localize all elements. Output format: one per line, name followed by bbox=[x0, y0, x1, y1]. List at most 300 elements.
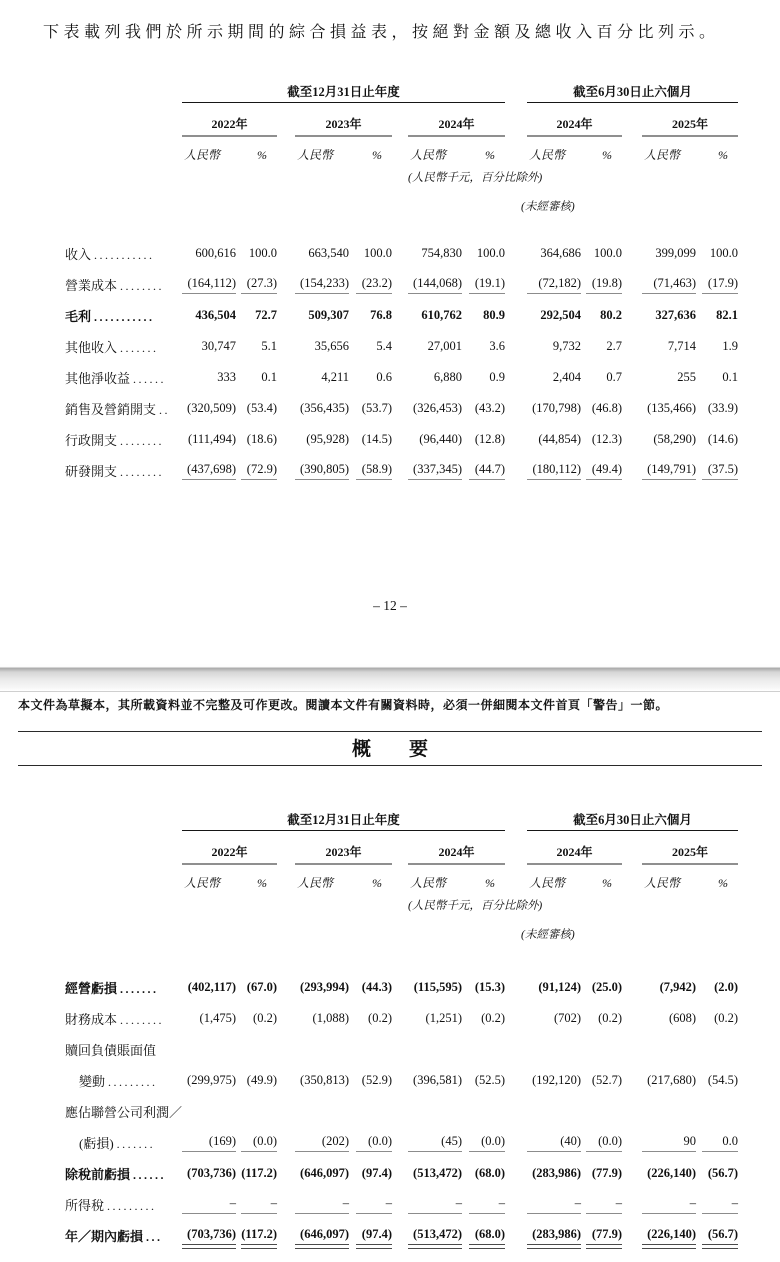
cell-value: – bbox=[527, 1196, 581, 1214]
annual-period-header: 截至12月31日止年度 bbox=[182, 80, 505, 103]
value-cell bbox=[581, 387, 622, 418]
value-cell bbox=[696, 1059, 738, 1090]
leader-dots: ........ bbox=[120, 465, 165, 479]
leader-dots: ........ bbox=[120, 1013, 165, 1027]
cell-value: (58.9) bbox=[356, 462, 392, 480]
cell-value: (299,975) bbox=[187, 1073, 236, 1087]
value-cell bbox=[236, 449, 277, 480]
cell-value: 82.1 bbox=[716, 308, 739, 322]
column-gap bbox=[505, 1152, 527, 1183]
value-cell bbox=[696, 232, 738, 263]
value-cell bbox=[642, 356, 696, 387]
value-cell bbox=[581, 263, 622, 294]
empty-cell bbox=[65, 892, 408, 913]
cell-value: (95,928) bbox=[306, 432, 349, 446]
value-cell bbox=[462, 418, 505, 449]
cell-value: 3.6 bbox=[489, 339, 506, 353]
value-cell bbox=[349, 1183, 392, 1214]
cell-value: (0.2) bbox=[598, 1011, 623, 1025]
value-cell bbox=[295, 325, 349, 356]
value-cell bbox=[462, 263, 505, 294]
column-gap bbox=[505, 808, 527, 831]
value-cell bbox=[408, 449, 462, 480]
value-cell bbox=[527, 232, 581, 263]
value-cell bbox=[236, 1059, 277, 1090]
column-gap bbox=[622, 325, 642, 356]
column-gap bbox=[505, 387, 527, 418]
cell-value: (390,805) bbox=[295, 462, 349, 480]
cell-value: 100.0 bbox=[476, 246, 506, 260]
cell-value: 0.9 bbox=[489, 370, 506, 384]
value-cell bbox=[182, 294, 236, 325]
row-label-text: (虧損) bbox=[79, 1136, 114, 1151]
percent-label: % bbox=[372, 148, 382, 162]
intro-paragraph: 下表載列我們於所示期間的綜合損益表，按絕對金額及總收入百分比列示。 bbox=[43, 24, 720, 41]
value-cell bbox=[696, 449, 738, 480]
row-label bbox=[65, 1090, 738, 1121]
column-gap bbox=[277, 103, 295, 137]
cell-value: (1,251) bbox=[425, 1011, 462, 1025]
cell-value: 100.0 bbox=[593, 246, 623, 260]
cell-value: (608) bbox=[668, 1011, 697, 1025]
cell-value: 80.2 bbox=[600, 308, 623, 322]
cell-value: (17.9) bbox=[702, 276, 738, 294]
value-cell bbox=[349, 966, 392, 997]
value-cell bbox=[462, 997, 505, 1028]
cell-value: (97.4) bbox=[356, 1227, 392, 1245]
table-row bbox=[65, 294, 738, 325]
currency-label: 人民幣 bbox=[297, 148, 334, 162]
value-cell bbox=[696, 966, 738, 997]
table-row bbox=[65, 1214, 738, 1245]
value-cell bbox=[642, 1183, 696, 1214]
cell-value: (40) bbox=[527, 1134, 581, 1152]
cell-value: (1,088) bbox=[312, 1011, 349, 1025]
column-gap bbox=[277, 864, 295, 892]
value-cell bbox=[462, 1214, 505, 1245]
value-cell bbox=[182, 1152, 236, 1183]
cell-value: 754,830 bbox=[421, 246, 462, 260]
loss-table-body bbox=[65, 966, 738, 1245]
row-label bbox=[65, 294, 182, 325]
value-cell bbox=[182, 232, 236, 263]
page-separator bbox=[0, 664, 780, 692]
table-row bbox=[65, 997, 738, 1028]
value-cell bbox=[295, 356, 349, 387]
value-cell bbox=[696, 1121, 738, 1152]
cell-value: (350,813) bbox=[300, 1073, 349, 1087]
value-cell bbox=[349, 1121, 392, 1152]
cell-value: (0.0) bbox=[241, 1134, 277, 1152]
column-gap bbox=[622, 449, 642, 480]
document-page-13 bbox=[0, 692, 780, 1262]
cell-value: 2,404 bbox=[552, 370, 582, 384]
column-gap bbox=[505, 418, 527, 449]
column-gap bbox=[277, 263, 295, 294]
value-cell bbox=[581, 418, 622, 449]
column-gap bbox=[392, 325, 408, 356]
empty-cell bbox=[65, 913, 527, 946]
row-label bbox=[65, 1152, 182, 1183]
value-cell bbox=[408, 294, 462, 325]
cell-value: (72,182) bbox=[527, 276, 581, 294]
column-gap bbox=[392, 831, 408, 865]
row-label bbox=[65, 1183, 182, 1214]
value-cell bbox=[581, 1183, 622, 1214]
row-label-text: 財務成本 bbox=[65, 1012, 118, 1027]
currency-label: 人民幣 bbox=[410, 876, 447, 890]
cell-value: – bbox=[295, 1196, 349, 1214]
column-gap bbox=[622, 232, 642, 263]
column-gap bbox=[622, 966, 642, 997]
row-label bbox=[65, 997, 182, 1028]
unaudited-note: (未經審核) bbox=[521, 201, 575, 213]
cell-value: (56.7) bbox=[702, 1227, 738, 1245]
value-cell bbox=[642, 325, 696, 356]
cell-value: (169) bbox=[182, 1134, 236, 1152]
value-cell bbox=[349, 418, 392, 449]
value-cell bbox=[349, 1059, 392, 1090]
row-label-text: 行政開支 bbox=[65, 433, 118, 448]
value-cell bbox=[696, 294, 738, 325]
cell-value: 327,636 bbox=[655, 308, 697, 322]
column-gap bbox=[505, 263, 527, 294]
column-gap bbox=[622, 356, 642, 387]
empty-cell bbox=[622, 185, 738, 218]
value-cell bbox=[462, 356, 505, 387]
row-label bbox=[65, 1121, 182, 1152]
cell-value: (356,435) bbox=[300, 401, 349, 415]
value-cell bbox=[182, 263, 236, 294]
value-cell bbox=[408, 387, 462, 418]
column-gap bbox=[392, 418, 408, 449]
row-label bbox=[65, 263, 182, 294]
column-gap bbox=[392, 1121, 408, 1152]
cell-value: – bbox=[356, 1196, 392, 1214]
cell-value: (117.2) bbox=[241, 1227, 277, 1245]
value-cell bbox=[462, 966, 505, 997]
value-cell bbox=[696, 325, 738, 356]
unaudited-note-row bbox=[65, 185, 738, 218]
value-cell bbox=[696, 997, 738, 1028]
row-label-text: 贖回負債賬面值 bbox=[65, 1043, 157, 1058]
table-row bbox=[65, 1028, 738, 1059]
value-cell bbox=[408, 1152, 462, 1183]
cell-value: (44,854) bbox=[538, 432, 582, 446]
value-cell bbox=[349, 232, 392, 263]
value-cell bbox=[408, 418, 462, 449]
percent-label: % bbox=[485, 876, 496, 890]
cell-value: (0.2) bbox=[368, 1011, 392, 1025]
cell-value: – bbox=[702, 1196, 738, 1214]
cell-value: (202) bbox=[295, 1134, 349, 1152]
cell-value: (45) bbox=[408, 1134, 462, 1152]
value-cell bbox=[462, 1183, 505, 1214]
column-gap bbox=[622, 387, 642, 418]
unit-note: (人民幣千元，百分比除外) bbox=[408, 900, 543, 912]
cell-value: (513,472) bbox=[408, 1227, 462, 1245]
row-label bbox=[65, 1214, 182, 1245]
row-label bbox=[65, 232, 182, 263]
cell-value: 292,504 bbox=[540, 308, 582, 322]
value-cell bbox=[295, 966, 349, 997]
column-gap bbox=[505, 831, 527, 865]
column-gap bbox=[277, 294, 295, 325]
value-cell bbox=[581, 356, 622, 387]
year-header: 2024年 bbox=[408, 831, 505, 865]
cell-value: 1.9 bbox=[722, 339, 739, 353]
value-cell bbox=[408, 1214, 462, 1245]
value-cell bbox=[527, 1214, 581, 1245]
cell-value: (68.0) bbox=[474, 1166, 506, 1180]
percent-label: % bbox=[718, 148, 729, 162]
cell-value: (135,466) bbox=[647, 401, 697, 415]
value-cell bbox=[527, 294, 581, 325]
period-group-row bbox=[65, 808, 738, 831]
cell-value: 509,307 bbox=[308, 308, 349, 322]
value-cell bbox=[696, 418, 738, 449]
spacer-row bbox=[65, 218, 738, 232]
table-row bbox=[65, 1183, 738, 1214]
leader-dots: ....... bbox=[120, 982, 159, 996]
value-cell bbox=[182, 1059, 236, 1090]
percent-label: % bbox=[485, 148, 496, 162]
value-cell bbox=[182, 1183, 236, 1214]
value-cell bbox=[236, 1183, 277, 1214]
empty-cell bbox=[65, 164, 408, 185]
cell-value: – bbox=[408, 1196, 462, 1214]
table-row bbox=[65, 1152, 738, 1183]
column-gap bbox=[622, 294, 642, 325]
table-row bbox=[65, 1090, 738, 1121]
column-gap bbox=[277, 1121, 295, 1152]
leader-dots: ......... bbox=[107, 1199, 157, 1213]
cell-value: (226,140) bbox=[642, 1227, 696, 1245]
leader-dots: .. bbox=[159, 403, 171, 417]
row-label-text: 經營虧損 bbox=[65, 981, 118, 996]
value-cell bbox=[581, 294, 622, 325]
cell-value: – bbox=[182, 1196, 236, 1214]
cell-value: (44.3) bbox=[361, 980, 392, 994]
column-gap bbox=[392, 294, 408, 325]
value-cell bbox=[462, 449, 505, 480]
row-label-text: 變動 bbox=[79, 1074, 106, 1089]
row-label bbox=[65, 325, 182, 356]
cell-value: (283,986) bbox=[532, 1166, 582, 1180]
cell-value: (72.9) bbox=[241, 462, 277, 480]
value-cell bbox=[527, 1152, 581, 1183]
value-cell bbox=[642, 418, 696, 449]
value-cell bbox=[349, 1152, 392, 1183]
cell-value: (226,140) bbox=[647, 1166, 697, 1180]
cell-value: (37.5) bbox=[702, 462, 738, 480]
cell-value: (53.7) bbox=[361, 401, 392, 415]
table-row bbox=[65, 1059, 738, 1090]
column-gap bbox=[505, 449, 527, 480]
column-gap bbox=[505, 1214, 527, 1245]
cell-value: (180,112) bbox=[527, 462, 581, 480]
value-cell bbox=[182, 418, 236, 449]
value-cell bbox=[236, 325, 277, 356]
row-label-text: 所得稅 bbox=[65, 1198, 105, 1213]
percent-label: % bbox=[372, 876, 382, 890]
row-label-text: 收入 bbox=[65, 247, 92, 262]
cell-value: 0.1 bbox=[722, 370, 739, 384]
value-cell bbox=[527, 997, 581, 1028]
year-header-row bbox=[65, 831, 738, 865]
value-cell bbox=[581, 997, 622, 1028]
column-gap bbox=[277, 966, 295, 997]
column-gap bbox=[622, 1214, 642, 1245]
cell-value: (12.3) bbox=[591, 432, 623, 446]
cell-value: (33.9) bbox=[707, 401, 739, 415]
currency-label: 人民幣 bbox=[184, 876, 221, 890]
annual-period-header: 截至12月31日止年度 bbox=[182, 808, 505, 831]
value-cell bbox=[642, 449, 696, 480]
value-cell bbox=[295, 263, 349, 294]
cell-value: (217,680) bbox=[647, 1073, 697, 1087]
column-gap bbox=[392, 1059, 408, 1090]
table-row bbox=[65, 263, 738, 294]
column-gap bbox=[277, 449, 295, 480]
leader-dots: ...... bbox=[133, 1168, 167, 1182]
table-row bbox=[65, 1121, 738, 1152]
cell-value: – bbox=[642, 1196, 696, 1214]
column-gap bbox=[392, 1214, 408, 1245]
year-header: 2024年 bbox=[527, 831, 622, 865]
cell-value: (170,798) bbox=[532, 401, 582, 415]
value-cell bbox=[696, 1214, 738, 1245]
cell-value: (7,942) bbox=[659, 980, 697, 994]
year-header: 2023年 bbox=[295, 831, 392, 865]
cell-value: 76.8 bbox=[370, 308, 392, 322]
cell-value: 610,762 bbox=[421, 308, 462, 322]
value-cell bbox=[182, 325, 236, 356]
column-gap bbox=[277, 831, 295, 865]
cell-value: 100.0 bbox=[363, 246, 392, 260]
value-cell bbox=[408, 263, 462, 294]
value-cell bbox=[462, 1121, 505, 1152]
leader-dots: ....... bbox=[116, 1137, 156, 1151]
value-cell bbox=[581, 966, 622, 997]
value-cell bbox=[696, 263, 738, 294]
column-gap bbox=[505, 997, 527, 1028]
value-cell bbox=[349, 449, 392, 480]
year-header: 2025年 bbox=[642, 103, 738, 137]
value-cell bbox=[182, 449, 236, 480]
value-cell bbox=[236, 966, 277, 997]
cell-value: (19.1) bbox=[469, 276, 505, 294]
cell-value: 255 bbox=[677, 370, 697, 384]
value-cell bbox=[642, 1152, 696, 1183]
cell-value: (12.8) bbox=[474, 432, 506, 446]
value-cell bbox=[408, 1183, 462, 1214]
year-header: 2022年 bbox=[182, 831, 277, 865]
value-cell bbox=[408, 997, 462, 1028]
year-header: 2022年 bbox=[182, 103, 277, 137]
cell-value: (77.9) bbox=[586, 1227, 622, 1245]
cell-value: 27,001 bbox=[427, 339, 462, 353]
row-label bbox=[65, 387, 182, 418]
cell-value: 7,714 bbox=[667, 339, 697, 353]
income-table-body bbox=[65, 232, 738, 480]
value-cell bbox=[349, 294, 392, 325]
row-label bbox=[65, 356, 182, 387]
value-cell bbox=[642, 232, 696, 263]
percent-label: % bbox=[257, 148, 267, 162]
column-gap bbox=[505, 294, 527, 325]
value-cell bbox=[527, 418, 581, 449]
cell-value: (96,440) bbox=[419, 432, 462, 446]
unit-note-row bbox=[65, 164, 738, 185]
value-cell bbox=[408, 325, 462, 356]
period-group-row bbox=[65, 80, 738, 103]
cell-value: 100.0 bbox=[248, 246, 277, 260]
value-cell bbox=[527, 966, 581, 997]
value-cell bbox=[696, 387, 738, 418]
column-gap bbox=[392, 1183, 408, 1214]
empty-cell bbox=[65, 185, 527, 218]
value-cell bbox=[182, 1214, 236, 1245]
value-cell bbox=[527, 449, 581, 480]
value-cell bbox=[295, 1152, 349, 1183]
cell-value: (14.5) bbox=[361, 432, 392, 446]
table-row bbox=[65, 387, 738, 418]
cell-value: (71,463) bbox=[642, 276, 696, 294]
value-cell bbox=[527, 1121, 581, 1152]
leader-dots: ...... bbox=[133, 372, 167, 386]
interim-period-header: 截至6月30日止六個月 bbox=[527, 80, 738, 103]
cell-value: (117.2) bbox=[241, 1166, 277, 1180]
unaudited-note: (未經審核) bbox=[521, 929, 575, 941]
value-cell bbox=[295, 1121, 349, 1152]
column-gap bbox=[505, 356, 527, 387]
cell-value: (396,581) bbox=[413, 1073, 462, 1087]
value-cell bbox=[642, 263, 696, 294]
currency-label: 人民幣 bbox=[529, 148, 566, 162]
value-cell bbox=[581, 1059, 622, 1090]
cell-value: (49.9) bbox=[246, 1073, 277, 1087]
cell-value: 0.1 bbox=[261, 370, 277, 384]
cell-value: (97.4) bbox=[361, 1166, 392, 1180]
row-label-text: 應佔聯營公司利潤／ bbox=[65, 1105, 183, 1120]
value-cell bbox=[581, 1214, 622, 1245]
column-gap bbox=[622, 136, 642, 164]
year-header: 2024年 bbox=[408, 103, 505, 137]
cell-value: (68.0) bbox=[469, 1227, 505, 1245]
cell-value: (77.9) bbox=[591, 1166, 623, 1180]
currency-label: 人民幣 bbox=[529, 876, 566, 890]
value-cell bbox=[462, 1059, 505, 1090]
value-cell bbox=[408, 966, 462, 997]
value-cell bbox=[462, 294, 505, 325]
cell-value: (15.3) bbox=[474, 980, 506, 994]
value-cell bbox=[462, 387, 505, 418]
value-cell bbox=[236, 1152, 277, 1183]
cell-value: 35,656 bbox=[314, 339, 349, 353]
column-gap bbox=[392, 263, 408, 294]
cell-value: (154,233) bbox=[295, 276, 349, 294]
value-cell bbox=[408, 232, 462, 263]
cell-value: 9,732 bbox=[552, 339, 582, 353]
interim-period-header: 截至6月30日止六個月 bbox=[527, 808, 738, 831]
value-cell bbox=[295, 1183, 349, 1214]
column-gap bbox=[277, 1214, 295, 1245]
value-cell bbox=[236, 263, 277, 294]
value-cell bbox=[295, 294, 349, 325]
column-gap bbox=[622, 864, 642, 892]
cell-value: (14.6) bbox=[707, 432, 739, 446]
